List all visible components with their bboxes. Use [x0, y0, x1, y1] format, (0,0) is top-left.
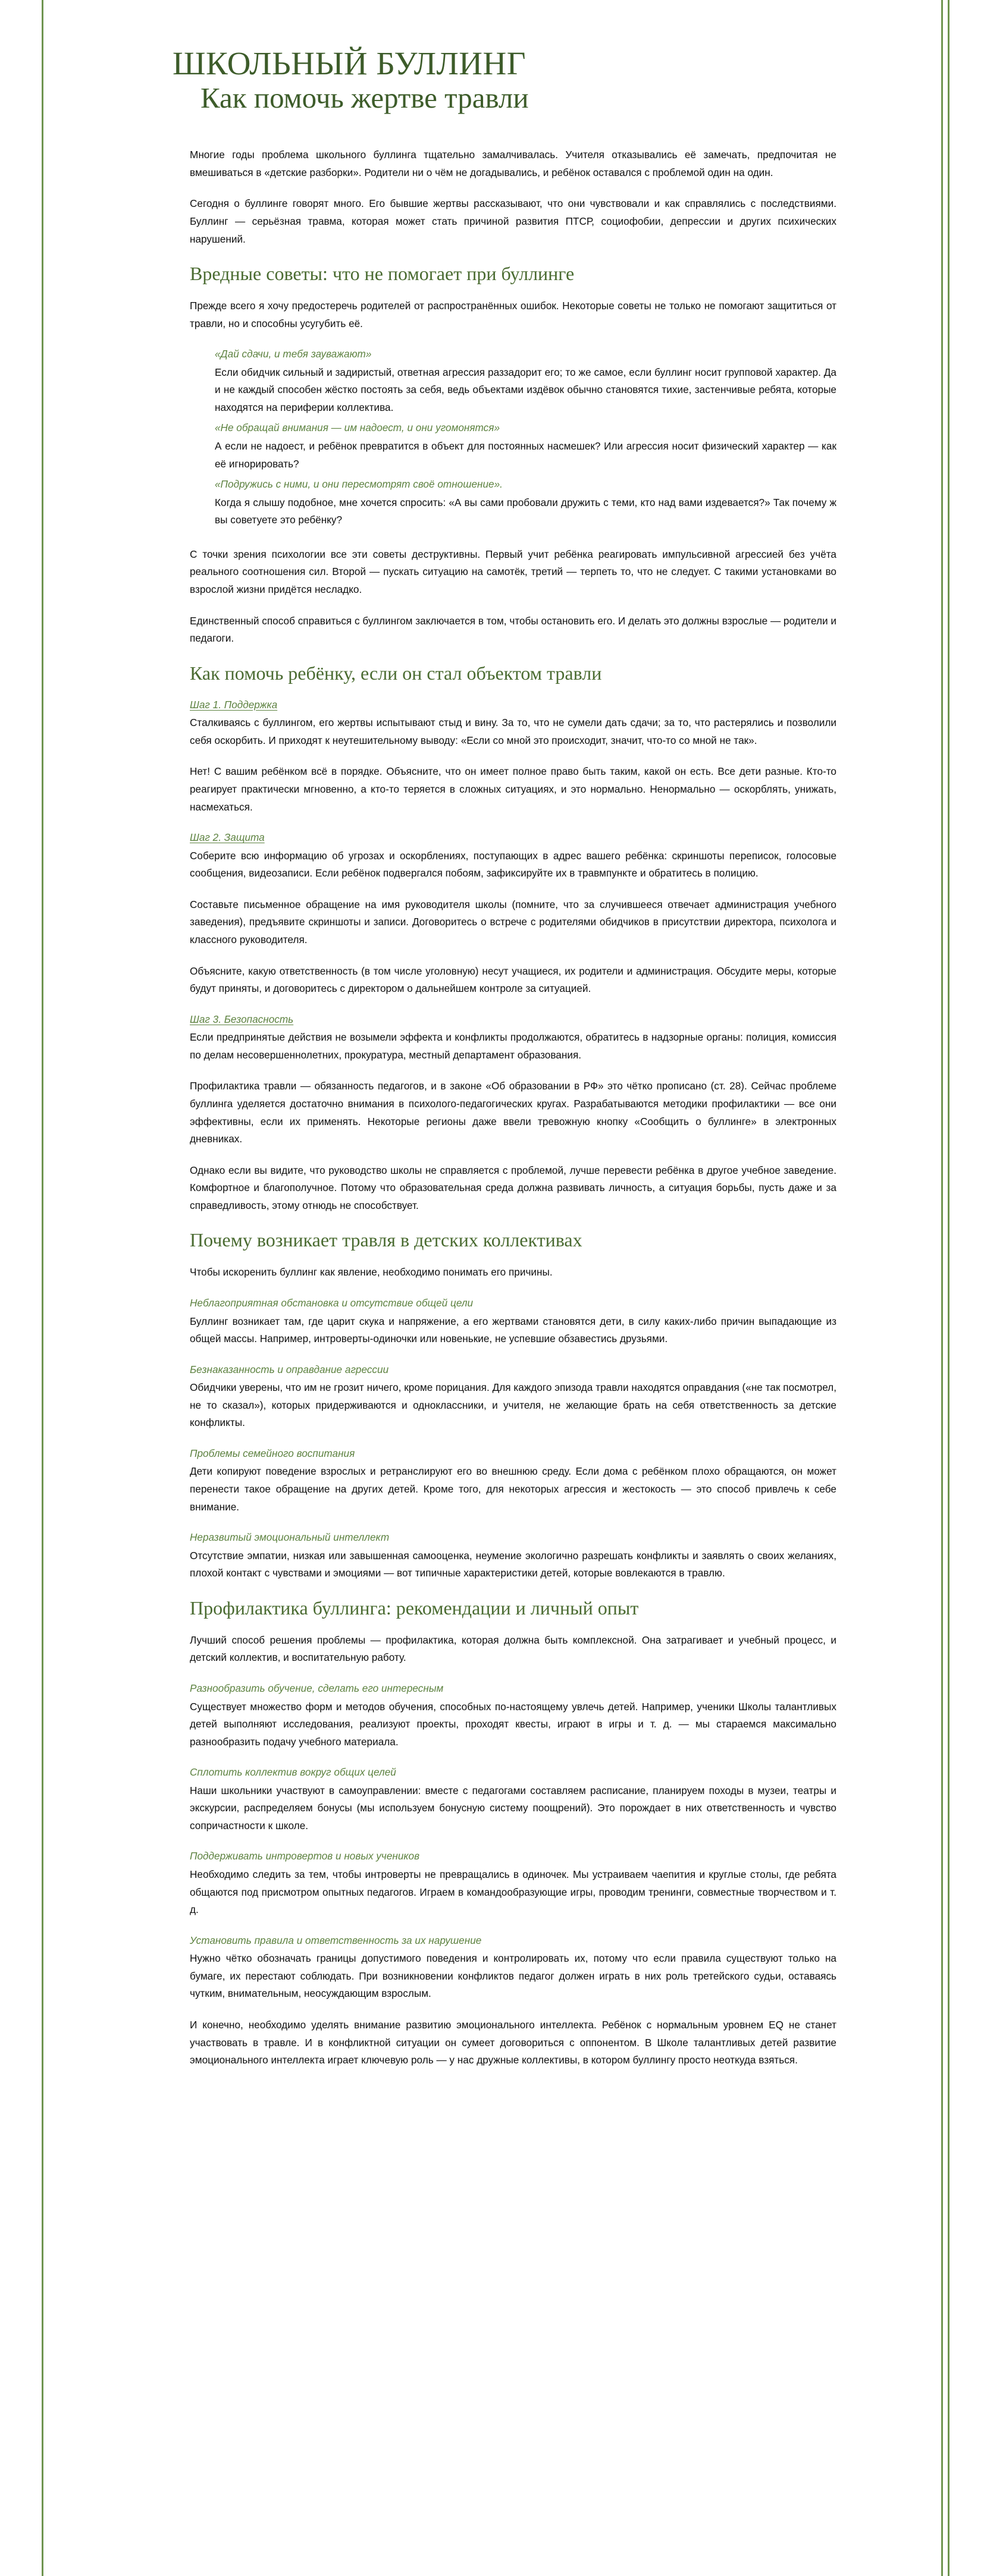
- prevention-label-2: Сплотить коллектив вокруг общих целей: [190, 1766, 396, 1779]
- left-accent-rule: [42, 0, 43, 2576]
- advice-quote-2: «Не обращай внимания — им надоест, и они угомонятся»: [215, 422, 500, 434]
- intro-paragraph-2: Сегодня о буллинге говорят много. Его бывшие жертвы рассказывают, что они чувствовали и как справлялись с последствиями. Буллинг — серьёзная травма, которая может стать причиной развития ПТСР, социофобии, депрессии и других психических нарушений.: [190, 197, 836, 245]
- cause-text-4: Отсутствие эмпатии, низкая или завышенная самооценка, неумение экологично разрешать конфликты и заявлять о своих желаниях, плохой контакт с чувствами и эмоциями — вот типичные характеристики детей, которые вовлекаются в травлю.: [190, 1549, 836, 1579]
- cause-label-4: Неразвитый эмоциональный интеллект: [190, 1531, 390, 1544]
- cause-text-3: Дети копируют поведение взрослых и ретранслируют его во внешнюю среду. Если дома с ребёнком плохо обращаются, он может перенести такое обращение на других детей. Кроме того, для некоторых агрессия и жестокость — это способ привлечь к себе внимание.: [190, 1465, 836, 1513]
- prevention-label-3: Поддерживать интровертов и новых учеников: [190, 1850, 420, 1862]
- step-1-paragraph-2: Нет! С вашим ребёнком всё в порядке. Объясните, что он имеет полное право быть таким, какой он есть. Все дети разные. Кто-то реагирует практически мгновенно, а кто-то теряется в сложных ситуациях, и это нормально. Ненормально — оскорблять, унижать, насмехаться.: [190, 765, 836, 813]
- section-heading-how-to-help: Как помочь ребёнку, если он стал объектом травли: [190, 662, 602, 684]
- advice-quote-1: «Дай сдачи, и тебя зауважают»: [215, 348, 372, 360]
- section-heading-harmful-advice: Вредные советы: что не помогает при буллинге: [190, 263, 575, 285]
- causes-lead: Чтобы искоренить буллинг как явление, необходимо понимать его причины.: [190, 1266, 553, 1278]
- cause-label-1: Неблагоприятная обстановка и отсутствие общей цели: [190, 1296, 474, 1309]
- step-3-paragraph-3: Однако если вы видите, что руководство школы не справляется с проблемой, лучше перевести ребёнка в другое учебное заведение. Комфортное и благополучное. Потому что образовательная среда должна развивать личность, а ситуация борьбы, пусть даже и за справедливость, этому отнюдь не способствует.: [190, 1164, 836, 1211]
- step-label-1: Шаг 1. Поддержка: [190, 698, 278, 711]
- prevention-text-2: Наши школьники участвуют в самоуправлении: вместе с педагогами составляем расписание, планируем походы в музеи, театры и экскурсии, распределяем бонусы (мы используем бонусную систему поощрений). Это порождает в них ответственность и чувство сопричастности к школе.: [190, 1784, 836, 1832]
- section-heading-causes: Почему возникает травля в детских коллективах: [190, 1229, 582, 1251]
- step-1-paragraph-1: Сталкиваясь с буллингом, его жертвы испытывают стыд и вину. За то, что не сумели дать сдачи; за то, что растерялись и позволили себя оскорбить. И приходят к неутешительному выводу: «Если со мной это происходит, значит, что-то со мной не так».: [190, 717, 836, 746]
- prevention-text-1: Существует множество форм и методов обучения, способных по-настоящему увлечь детей. Например, ученики Школы талантливых детей выполняют исследования, реализуют проекты, проходят квесты, играют в игры и т. д. — мы стараемся максимально разнообразить подачу учебного материала.: [190, 1700, 836, 1748]
- bottom-spacer: [190, 2083, 836, 2154]
- right-accent-rule-outer: [941, 0, 943, 2576]
- cause-label-3: Проблемы семейного воспитания: [190, 1447, 355, 1459]
- harmful-advice-list: [215, 346, 836, 529]
- intro-paragraph-1: Многие годы проблема школьного буллинга тщательно замалчивалась. Учителя отказывались её замечать, предпочитая не вмешиваться в «детские разборки». Родители ни о чём не догадывались, и ребёнок оставался с проблемой один на один.: [190, 149, 836, 178]
- body-column: [190, 146, 836, 2154]
- prevention-closing: И конечно, необходимо уделять внимание развитию эмоционального интеллекта. Ребёнок с нормальным уровнем EQ не станет участвовать в травле. И в конфликтной ситуации он сумеет договориться с оппонентом. В Школе талантливых детей развитие эмоционального интеллекта играет ключевую роль — у нас дружные коллективы, в котором буллингу просто неоткуда взяться.: [190, 2018, 836, 2066]
- document-content: [87, 0, 897, 2154]
- cause-label-2: Безнаказанность и оправдание агрессии: [190, 1363, 389, 1375]
- section-heading-prevention: Профилактика буллинга: рекомендации и личный опыт: [190, 1597, 639, 1619]
- harmful-advice-conclusion: Единственный способ справиться с буллингом заключается в том, чтобы остановить его. И делать это должны взрослые — родители и педагоги.: [190, 614, 836, 645]
- step-3-paragraph-1: Если предпринятые действия не возымели эффекта и конфликты продолжаются, обратитесь в надзорные органы: полиция, комиссия по делам несовершеннолетних, прокуратура, местный департамент образования.: [190, 1031, 836, 1061]
- step-2-paragraph-3: Объясните, какую ответственность (в том числе уголовную) несут учащиеся, их родители и администрация. Обсудите меры, которые будут приняты, и договоритесь с директором о дальнейшем контроле за ситуацией.: [190, 965, 836, 995]
- prevention-label-1: Разнообразить обучение, сделать его интересным: [190, 1682, 444, 1694]
- harmful-advice-lead: Прежде всего я хочу предостеречь родителей от распространённых ошибок. Некоторые советы не только не помогают защититься от травли, но и способны усугубить её.: [190, 300, 836, 329]
- step-label-3: Шаг 3. Безопасность: [190, 1013, 294, 1025]
- prevention-label-4: Установить правила и ответственность за их нарушение: [190, 1934, 482, 1946]
- harmful-advice-analysis: С точки зрения психологии все эти советы деструктивны. Первый учит ребёнка реагировать импульсивной агрессией без учёта реального соотношения сил. Второй — пускать ситуацию на самотёк, третий — терпеть то, что не следует. С такими установками во взрослой жизни придётся несладко.: [190, 548, 836, 595]
- prevention-text-3: Необходимо следить за тем, чтобы интроверты не превращались в одиночек. Мы устраиваем чаепития и круглые столы, где ребята общаются под присмотром опытных педагогов. Играем в командообразующие игры, проводим тренинги, совместные творчеством и т. д.: [190, 1868, 836, 1916]
- step-2-paragraph-2: Составьте письменное обращение на имя руководителя школы (помните, что за случившееся отвечает администрация учебного заведения), предъявите скриншоты и записи. Договоритесь о встрече с родителями обидчиков в присутствии директора, психолога и классного руководителя.: [190, 898, 836, 945]
- document-title: ШКОЛЬНЫЙ БУЛЛИНГ: [173, 45, 527, 81]
- document-subtitle: Как помочь жертве травли: [200, 81, 529, 115]
- advice-text-2: А если не надоест, и ребёнок превратится в объект для постоянных насмешек? Или агрессия носит физический характер — как её игнорировать?: [215, 440, 836, 470]
- advice-text-3: Когда я слышу подобное, мне хочется спросить: «А вы сами пробовали дружить с теми, кто над вами издевается?» Так почему ж вы советуете это ребёнку?: [215, 496, 836, 526]
- spacer: [190, 532, 836, 546]
- advice-quote-3: «Подружись с ними, и они пересмотрят своё отношение».: [215, 478, 503, 491]
- prevention-lead: Лучший способ решения проблемы — профилактика, которая должна быть комплексной. Она затрагивает и учебный процесс, и детский коллектив, и воспитательную работу.: [190, 1633, 836, 1664]
- right-accent-rule-inner: [948, 0, 949, 2576]
- prevention-text-4: Нужно чётко обозначать границы допустимого поведения и контролировать их, потому что если правила существуют только на бумаге, их перестают соблюдать. При возникновении конфликтов педагог должен играть в них роль третейского судьи, оставаясь чутким, внимательным, неосуждающим взрослым.: [190, 1952, 836, 2000]
- advice-text-1: Если обидчик сильный и задиристый, ответная агрессия раззадорит его; то же самое, если буллинг носит групповой характер. Да и не каждый способен жёстко постоять за себя, ведь объектами издёвок обычно становятся тихие, застенчивые ребята, которые находятся на периферии коллектива.: [215, 366, 836, 413]
- step-2-paragraph-1: Соберите всю информацию об угрозах и оскорблениях, поступающих в адрес вашего ребёнка: скриншоты переписок, голосовые сообщения, видеозаписи. Если ребёнок подвергался побоям, зафиксируйте их в травмпункте и обратитесь в полицию.: [190, 849, 836, 879]
- cause-text-2: Обидчики уверены, что им не грозит ничего, кроме порицания. Для каждого эпизода травли находятся оправдания («не так посмотрел, не то сказал»), которых придерживаются и одноклассники, и учителя, не желающие брать на себя ответственность за детские конфликты.: [190, 1381, 836, 1429]
- cause-text-1: Буллинг возникает там, где царит скука и напряжение, а его жертвами становятся дети, в силу каких-либо причин выпадающие из общей массы. Например, интроверты-одиночки или новенькие, не успевшие обзавестись друзьями.: [190, 1315, 836, 1345]
- step-3-paragraph-2: Профилактика травли — обязанность педагогов, и в законе «Об образовании в РФ» это чётко прописано (ст. 28). Сейчас проблеме буллинга уделяется достаточно внимания в психолого-педагогических кругах. Разрабатываются методики профилактики — все они эффективны, если их применять. Некоторые регионы даже ввели тревожную кнопку «Сообщить о буллинге» в электронных дневниках.: [190, 1080, 836, 1145]
- step-label-2: Шаг 2. Защита: [190, 831, 265, 844]
